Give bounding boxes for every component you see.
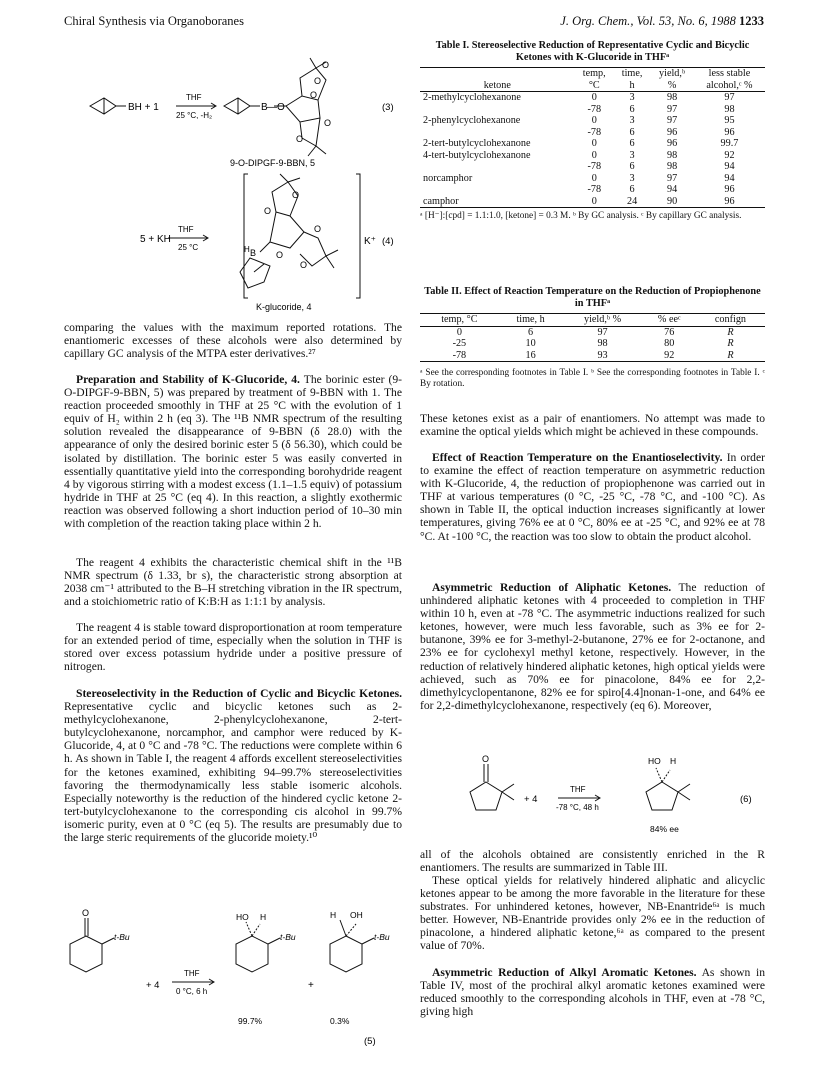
eq4-cond-top: THF (178, 225, 194, 234)
eq3-cond-top: THF (186, 93, 202, 102)
left-para-5-body: Representative cyclic and bicyclic ketones such as 2-methylcyclohexanone, 2-phenylcyclohexanone, 2-tert-butylcyclohexanone, norcamphor, and camphor were reduced by K-Glucoride, 4, at 0 °C and -78 °C. The reductions were complete within 6 h. As shown in Table I, the reagent 4 affords excellent stereoselectivities for the ketones examined, exhibiting 94–99.7% stereoselectivities favoring the thermodynamically less stable isomeric alcohols. Especially noteworthy is the reduction of the hindered cyclic ketone 2-tert-butylcyclohexanone to the corresponding cis alcohol in 99.7% isomeric purity, even at 0 °C (eq 5). The results are presumably due to the large steric requirements of the glucoride moiety.¹⁰ (64, 700, 402, 845)
left-para-2-body: The borinic ester (9-O-DIPGF-9-BBN, 5) was prepared by treatment of 9-BBN with 1. The reaction proceeded smoothly in THF at 25 °C with the evolution of 1 equiv of H₂ within 2 h (eq 3). The ¹¹B NMR spectrum of the resulting solution revealed the disappearance of 9-BBN (δ 28.0) with the appearance of only the desired borinic ester 5 (δ 56.30), which could be isolated by distillation. The borinic ester 5 was easily converted in essentially quantitative yield into the corresponding borohydride reagent 4 by vigorous stirring with a modest excess (1.1–1.5 equiv) of potassium hydride in THF at 25 °C (eq 4). In this reaction, a slightly exothermic reaction was observed following a short induction period of 10–30 min with completion of the reaction taking place within 2 h. (64, 373, 402, 531)
svg-text:HO: HO (648, 756, 661, 766)
t2-h-3: % eeᶜ (657, 314, 681, 325)
table-1-footnote: ᵃ [H⁻]:[cpd] = 1.1:1.0, [ketone] = 0.3 M. ᵇ By GC analysis. ᶜ By capillary GC analysis. (420, 211, 742, 221)
heading-aromatic: Asymmetric Reduction of Alkyl Aromatic Ketones. (432, 966, 697, 979)
scheme-eq4 (64, 172, 404, 312)
svg-text:O: O (292, 190, 300, 200)
eq4-product-label: K-glucoride, 4 (256, 302, 312, 312)
svg-text:OH: OH (350, 910, 363, 920)
eq5-product-1-pct: 99.7% (238, 1016, 263, 1026)
eq5-cond-bottom: 0 °C, 6 h (176, 987, 208, 996)
t1-h-bot-2: h (629, 79, 635, 91)
eq5-tbu-1: t-Bu (114, 932, 130, 942)
svg-text:O: O (296, 134, 304, 144)
eq4-number: (4) (382, 236, 394, 247)
svg-text:O: O (264, 206, 272, 216)
table-1 (420, 40, 765, 222)
table-row: 0 6 97 76 R (456, 326, 734, 338)
journal-volume: Vol. 53, No. 6, 1988 (636, 14, 736, 28)
left-para-1: comparing the values with the maximum reported rotations. The enantiomeric excesses of these alcohols were also determined by capillary GC analysis of the MTPA ester derivatives.²⁷ (64, 321, 402, 361)
eq5-plus-reagent: + 4 (146, 980, 160, 991)
journal-citation: J. Org. Chem., Vol. 53, No. 6, 1988 1233 (560, 14, 764, 28)
right-para-2 (420, 451, 765, 543)
eq4-cation: K⁺ (364, 236, 376, 247)
table-row: 2-phenylcyclohexanone 0 3 97 95 (423, 115, 735, 126)
eq3-cond-bottom: 25 °C, -H₂ (176, 111, 213, 120)
svg-text:—O: —O (267, 102, 285, 113)
right-para-3 (420, 581, 765, 712)
scheme-eq6 (420, 752, 765, 844)
svg-text:H: H (244, 245, 250, 254)
eq3-product-label: 9-O-DIPGF-9-BBN, 5 (230, 158, 316, 168)
eq3-number: (3) (382, 102, 394, 113)
right-para-6 (420, 966, 765, 1018)
eq6-cond-top: THF (570, 785, 586, 794)
t1-h-top-2: time, (621, 68, 643, 79)
left-para-4: The reagent 4 is stable toward disproportionation at room temperature for an extended period of time, especially when the solution in THF is stored over excess potassium hydride under a positive pressure of nitrogen. (64, 621, 402, 674)
table-2-caption: Table II. Effect of Reaction Temperature on the Reduction of Propiophenone in THFᵃ (424, 286, 761, 309)
right-para-5: These optical yields for relatively hindered aliphatic and alicyclic ketones appear to be among the more favorable in the literature for these substrates. For unhindered ketones, however, NB-Enantride⁶ᵃ is much better. However, NB-Enantride provides only 2% ee in the reduction of pinacolone, a hindered aliphatic ketone,⁶ᵃ as compared to the present value of 70%. (420, 874, 765, 953)
left-para-5 (64, 687, 402, 844)
eq4-cond-bottom: 25 °C (178, 243, 199, 252)
table-row: 4-tert-butylcyclohexanone 0 3 98 92 (423, 149, 735, 161)
right-para-2-body: In order to examine the effect of reaction temperature on asymmetric reduction with K-Glucoride, 4, the reduction of propiophenone was carried out in THF at various temperatures (0 °C, -25 °C, -78 °C, and -100 °C). As shown in Table II, the optical induction increases significantly at lower temperatures, giving 76% ee at 0 °C, 80% ee at -25 °C, and 92% ee at 78 °C. At -100 °C, the reaction was too slow to obtain the product alcohol. (420, 451, 765, 543)
right-para-4: all of the alcohols obtained are consistently enriched in the R enantiomers. The results are summarized in Table III. (420, 848, 765, 875)
t2-h-4: confign (714, 314, 747, 325)
table-row: 2-tert-butylcyclohexanone 0 6 96 99.7 (423, 138, 739, 149)
running-head (64, 14, 764, 30)
right-para-6-body: As shown in Table IV, most of the prochiral alkyl aromatic ketones examined were reduced smoothly to the corresponding alcohols in THF, even at -78 °C, giving high (420, 966, 765, 1019)
table-1-grid (420, 67, 765, 208)
svg-text:H: H (260, 912, 267, 922)
left-para-2 (64, 373, 402, 530)
eq6-number: (6) (740, 794, 752, 805)
eq6-cond-bottom: -78 °C, 48 h (556, 803, 599, 812)
table-row: -78 6 98 94 (587, 161, 735, 172)
t2-h-0: temp, °C (441, 314, 478, 325)
t1-h-top-1: temp, (582, 68, 606, 79)
svg-text:O: O (300, 260, 308, 270)
eq5-number: (5) (364, 1036, 376, 1046)
t1-h-top-4: less stable (708, 68, 751, 79)
heading-stereoselectivity: Stereoselectivity in the Reduction of Cyclic and Bicyclic Ketones. (76, 687, 402, 700)
table-row: -78 6 94 96 (587, 184, 735, 195)
svg-text:O: O (310, 90, 318, 100)
table-2-footnote: ᵃ See the corresponding footnotes in Table I. ᵇ See the corresponding footnotes in Table I. ᶜ By rotation. (420, 368, 765, 389)
table-row: -78 6 97 98 (587, 103, 735, 115)
table-row: -25 10 98 80 R (452, 338, 734, 349)
t1-h-bot-0: ketone (483, 79, 511, 91)
eq4-reactant-text: 5 + KH (140, 234, 171, 245)
right-para-1: These ketones exist as a pair of enantiomers. No attempt was made to examine the optical yields which might be achieved in these compounds. (420, 412, 765, 439)
svg-text:O: O (324, 118, 332, 128)
t1-h-bot-4: alcohol,ᶜ % (706, 79, 753, 91)
svg-text:O: O (322, 60, 330, 70)
table-1-caption: Table I. Stereoselective Reduction of Representative Cyclic and Bicyclic Ketones with K-Glucoride in THFᵃ (435, 40, 750, 63)
scheme-eq3 (64, 40, 404, 170)
t2-h-2: yield,ᵇ % (583, 314, 622, 325)
eq3-reactant-text: BH + 1 (128, 102, 159, 113)
svg-text:O: O (276, 250, 284, 260)
t2-h-1: time, h (516, 314, 545, 325)
table-row: -78 6 96 96 (587, 126, 735, 138)
svg-text:O: O (314, 224, 322, 234)
table-row: norcamphor 0 3 97 94 (423, 172, 735, 184)
svg-text:O: O (314, 76, 322, 86)
table-2 (420, 286, 765, 390)
svg-text:H: H (670, 756, 677, 766)
running-title: Chiral Synthesis via Organoboranes (64, 14, 244, 28)
eq6-plus-reagent: + 4 (524, 794, 538, 805)
table-row: camphor 0 24 90 96 (420, 196, 765, 208)
scheme-eq5 (64, 906, 404, 1046)
heading-k-glucoride: Preparation and Stability of K-Glucoride, 4. (76, 373, 300, 386)
svg-text:H: H (330, 910, 337, 920)
svg-text:O: O (482, 754, 490, 764)
heading-aliphatic: Asymmetric Reduction of Aliphatic Ketones. (432, 581, 672, 594)
t1-h-top-3: yield,ᵇ (659, 68, 686, 79)
table-2-grid (420, 313, 765, 362)
svg-text:B: B (250, 248, 257, 258)
eq5-tbu-3: t-Bu (374, 932, 390, 942)
eq5-tbu-2: t-Bu (280, 932, 296, 942)
svg-text:B: B (261, 102, 268, 113)
svg-text:O: O (82, 908, 90, 918)
left-para-3: The reagent 4 exhibits the characteristic chemical shift in the ¹¹B NMR spectrum (δ 1.33, br s), the characteristic strong absorption at 2038 cm⁻¹ attributed to the B–H stretching vibration in the IR spectrum, and a stoichiometric ratio of K:B:H as 1:1:1 by analysis. (64, 556, 402, 609)
eq5-product-2-pct: 0.3% (330, 1016, 350, 1026)
eq5-cond-top: THF (184, 969, 200, 978)
page-number: 1233 (739, 14, 764, 28)
table-row: -78 16 93 92 R (420, 350, 765, 362)
heading-temperature: Effect of Reaction Temperature on the Enantioselectivity. (432, 451, 723, 464)
eq6-ee: 84% ee (650, 824, 679, 834)
right-para-3-body: The reduction of unhindered aliphatic ketones with 4 proceeded to completion in THF within 10 h, even at -78 °C. The asymmetric inductions realized for such ketones, however, were much less favorable, such as 3% ee for 2-butanone, 39% ee for 3-methyl-2-butanone, 27% ee for 2-octanone, and 23% ee for cyclohexyl methyl ketone, respectively. However, in the reduction of relatively hindered aliphatic ketones, high optical yields were achieved, such as 70% ee for pinacolone, 84% ee for 2,2-dimethylcyclopentanone, 82% ee for spiro[4.4]nonan-1-one, and 64% ee for 2,2-dimethylcyclohexanone, respectively (eq 6). Moreover, (420, 581, 765, 712)
t1-h-bot-1: °C (588, 79, 600, 91)
journal-name: J. Org. Chem. (560, 14, 631, 28)
t1-h-bot-3: % (667, 79, 677, 91)
svg-text:HO: HO (236, 912, 249, 922)
t1-h-top-0 (420, 68, 575, 80)
eq5-plus: + (308, 980, 314, 991)
table-row: 2-methylcyclohexanone 0 3 98 97 (423, 92, 735, 103)
